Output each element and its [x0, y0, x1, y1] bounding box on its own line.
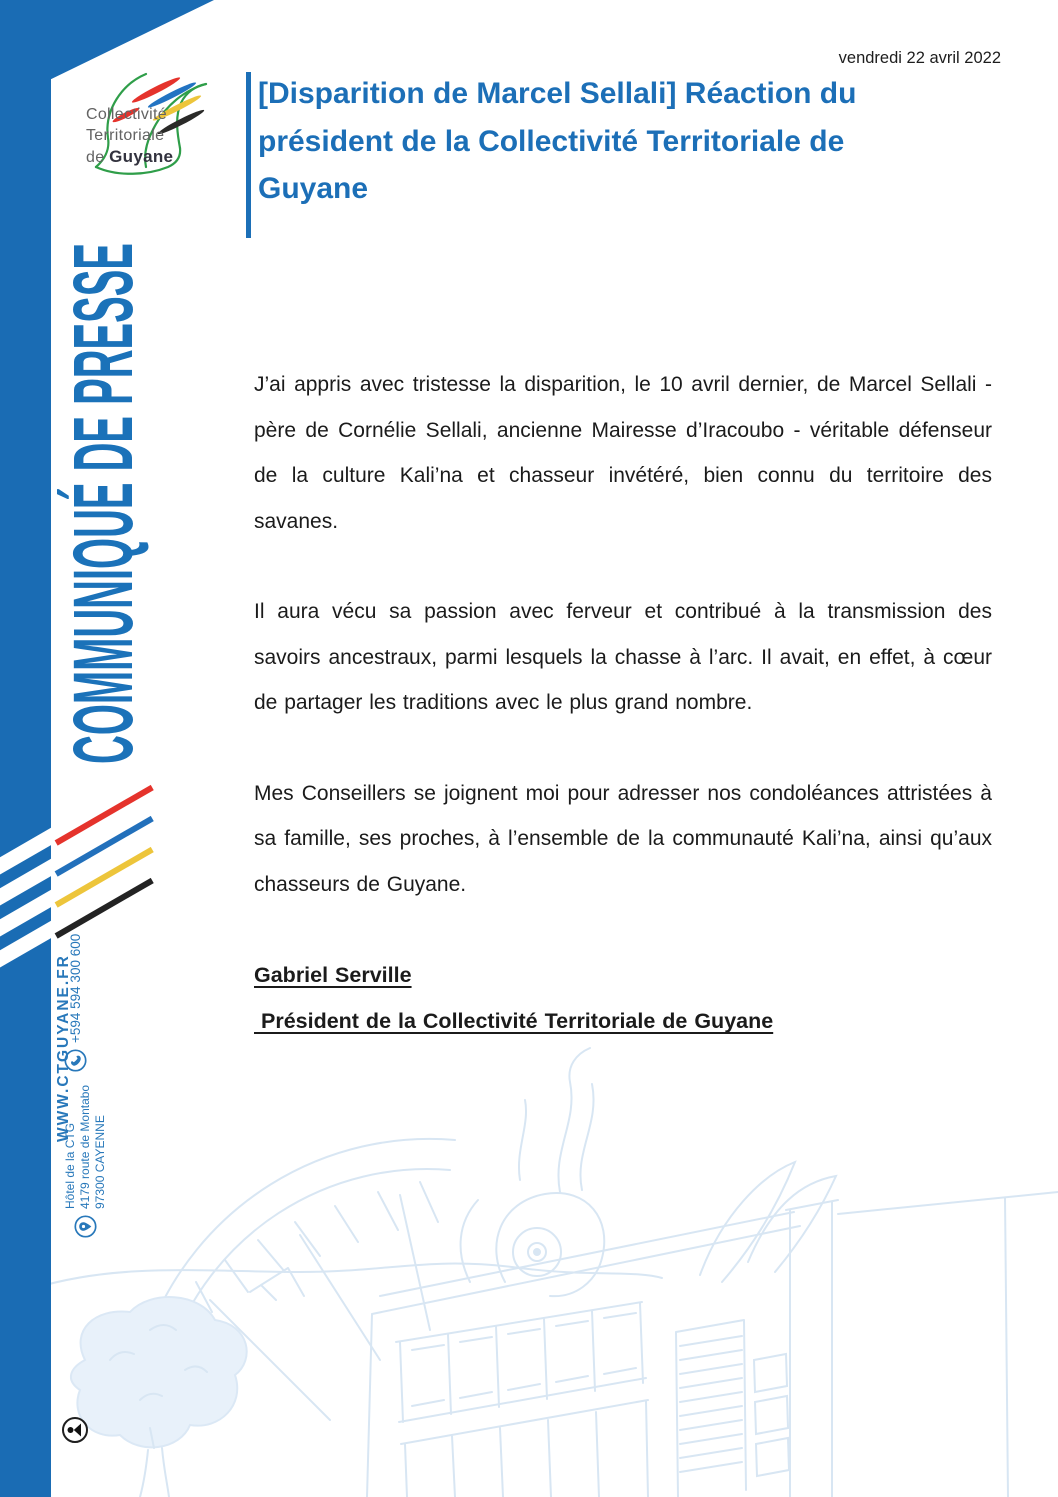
red-diagonal-line — [55, 785, 154, 845]
paragraph-1: J’ai appris avec tristesse la disparition, le 10 avril dernier, de Marcel Sellali - père de Cornélie Sellali, ancienne Mairesse d’Iracoubo - véritable défenseur de la culture Kali’na et chasseur invétéré, bien connu du territoire des savanes. — [254, 373, 992, 533]
band-white-stripes — [0, 800, 51, 1015]
address-line-3: 97300 CAYENNE — [93, 1115, 107, 1209]
logo-line-3: de Guyane — [86, 147, 174, 166]
blue-diagonal-line — [55, 816, 154, 876]
article-body — [254, 362, 992, 1044]
address-contact — [63, 1085, 108, 1238]
page-title: [Disparition de Marcel Sellali] Réaction du président de la Collectivité Territoriale de Guyane — [258, 77, 857, 205]
left-blue-band — [0, 0, 51, 1497]
website-link[interactable]: WWW.CTGUYANE.FR — [55, 954, 72, 1142]
background-building-sketch — [0, 1030, 1058, 1497]
communique-de-presse-banner: COMMUNIQUÉ DE PRESSE — [56, 243, 150, 764]
black-diagonal-line — [55, 878, 154, 938]
signature-name: Gabriel Serville — [254, 963, 412, 987]
location-pin-icon — [74, 1215, 97, 1238]
phone-contact — [64, 934, 87, 1072]
logo-line-2: Territoriale — [86, 127, 165, 144]
paragraph-3: Mes Conseillers se joignent moi pour adresser nos condoléances attristées à sa famille, ses proches, à l’ensemble de la communauté Kali’na, ainsi qu’aux chasseurs de Guyane. — [254, 781, 992, 896]
address-line-2: 4179 route de Montabo — [78, 1084, 92, 1209]
logo-line-1: Collectivité — [86, 106, 167, 123]
audio-playback-icon — [61, 1416, 89, 1444]
address-line-1: Hôtel de la CTG — [63, 1122, 77, 1209]
signature-role: Président de la Collectivité Territoriale de Guyane — [254, 1009, 774, 1033]
logo-guyane: Guyane — [109, 147, 174, 166]
signature-block — [254, 952, 992, 1044]
document-date: vendredi 22 avril 2022 — [838, 49, 1001, 67]
phone-icon — [64, 1049, 87, 1072]
address-lines — [63, 1085, 108, 1209]
title-accent-bar — [246, 72, 251, 238]
yellow-diagonal-line — [55, 847, 154, 907]
paragraph-2: Il aura vécu sa passion avec ferveur et contribué à la transmission des savoirs ancestraux, parmi lesquels la chasse à l’arc. Il avait, en effet, à cœur de partager les traditions avec le plus grand nombre. — [254, 600, 992, 714]
phone-number: +594 594 300 600 — [68, 933, 83, 1043]
